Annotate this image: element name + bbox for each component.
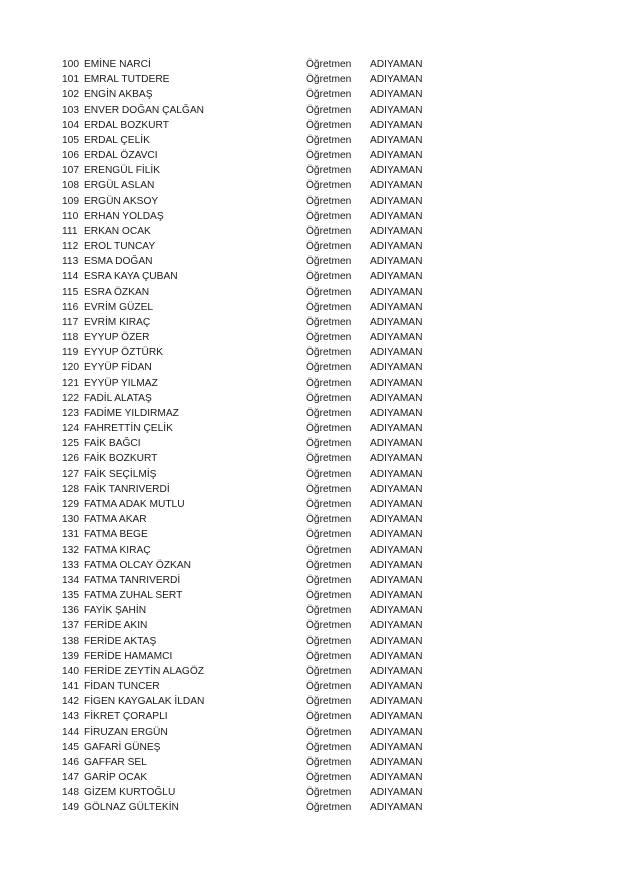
person-name: GARİP OCAK [84, 772, 148, 784]
role-label: Öğretmen [306, 514, 352, 526]
city-label: ADIYAMAN [370, 195, 423, 207]
city-label: ADIYAMAN [370, 150, 423, 162]
list-item [62, 497, 442, 512]
list-item [62, 330, 442, 345]
list-item [62, 376, 442, 391]
row-number: 145 [62, 741, 79, 753]
role-label: Öğretmen [306, 650, 352, 662]
row-number: 117 [62, 316, 79, 328]
city-label: ADIYAMAN [370, 741, 423, 753]
person-name: FERİDE AKIN [84, 620, 148, 632]
role-label: Öğretmen [306, 681, 352, 693]
city-label: ADIYAMAN [370, 681, 423, 693]
role-label: Öğretmen [306, 165, 352, 177]
list-item [62, 482, 442, 497]
city-label: ADIYAMAN [370, 362, 423, 374]
row-number: 137 [62, 620, 79, 632]
city-label: ADIYAMAN [370, 59, 423, 70]
city-label: ADIYAMAN [370, 529, 423, 541]
city-label: ADIYAMAN [370, 438, 423, 450]
list-item [62, 57, 442, 72]
person-name: EYYÜP YILMAZ [84, 377, 158, 389]
city-label: ADIYAMAN [370, 635, 423, 647]
list-item [62, 421, 442, 436]
city-label: ADIYAMAN [370, 301, 423, 313]
role-label: Öğretmen [306, 665, 352, 677]
role-label: Öğretmen [306, 347, 352, 359]
row-number: 132 [62, 544, 79, 556]
list-item [62, 209, 442, 224]
city-label: ADIYAMAN [370, 756, 423, 768]
role-label: Öğretmen [306, 756, 352, 768]
city-label: ADIYAMAN [370, 423, 423, 435]
person-name: ERDAL ÇELİK [84, 134, 150, 146]
person-name: FATMA KIRAÇ [84, 544, 151, 556]
person-name: ESRA ÖZKAN [84, 286, 150, 298]
row-number: 124 [62, 423, 79, 435]
role-label: Öğretmen [306, 438, 352, 450]
row-number: 141 [62, 681, 79, 693]
row-number: 146 [62, 756, 79, 768]
person-name: EYYÜP FİDAN [84, 362, 152, 374]
list-item [62, 360, 442, 375]
person-name: FİRUZAN ERGÜN [84, 726, 168, 738]
row-number: 112 [62, 241, 79, 253]
person-name: FAİK SEÇİLMİŞ [84, 468, 157, 480]
role-label: Öğretmen [306, 332, 352, 344]
row-number: 103 [62, 104, 79, 116]
row-number: 109 [62, 195, 79, 207]
list-item [62, 573, 442, 588]
list-item [62, 664, 442, 679]
list-item [62, 679, 442, 694]
person-name: ERKAN OCAK [84, 225, 151, 237]
row-number: 110 [62, 210, 79, 222]
person-name: FİGEN KAYGALAK İLDAN [84, 696, 205, 708]
list-item [62, 391, 442, 406]
city-label: ADIYAMAN [370, 210, 423, 222]
row-number: 148 [62, 787, 79, 799]
person-name: FAİK TANRIVERDİ [84, 483, 170, 495]
role-label: Öğretmen [306, 89, 352, 101]
city-label: ADIYAMAN [370, 271, 423, 283]
list-item [62, 194, 442, 209]
city-label: ADIYAMAN [370, 316, 423, 328]
role-label: Öğretmen [306, 620, 352, 632]
role-label: Öğretmen [306, 150, 352, 162]
list-item [62, 543, 442, 558]
city-label: ADIYAMAN [370, 392, 423, 404]
role-label: Öğretmen [306, 362, 352, 374]
row-number: 130 [62, 514, 79, 526]
city-label: ADIYAMAN [370, 453, 423, 465]
list-item [62, 451, 442, 466]
list-item [62, 709, 442, 724]
list-item [62, 618, 442, 633]
city-label: ADIYAMAN [370, 787, 423, 799]
list-item [62, 300, 442, 315]
row-number: 119 [62, 347, 79, 359]
city-label: ADIYAMAN [370, 802, 423, 814]
city-label: ADIYAMAN [370, 696, 423, 708]
role-label: Öğretmen [306, 696, 352, 708]
person-name: GÖLNAZ GÜLTEKİN [84, 802, 179, 814]
row-number: 139 [62, 650, 79, 662]
list-item [62, 725, 442, 740]
list-item [62, 770, 442, 785]
person-name: EYYUP ÖZTÜRK [84, 347, 164, 359]
city-label: ADIYAMAN [370, 377, 423, 389]
role-label: Öğretmen [306, 59, 352, 70]
city-label: ADIYAMAN [370, 165, 423, 177]
role-label: Öğretmen [306, 468, 352, 480]
role-label: Öğretmen [306, 741, 352, 753]
role-label: Öğretmen [306, 574, 352, 586]
person-name: FAİK BAĞCI [84, 438, 141, 450]
role-label: Öğretmen [306, 74, 352, 86]
person-name: EVRİM KIRAÇ [84, 316, 151, 328]
person-name: EYYUP ÖZER [84, 332, 150, 344]
list-item [62, 740, 442, 755]
row-number: 106 [62, 150, 79, 162]
person-name: FAİK BOZKURT [84, 453, 158, 465]
row-number: 101 [62, 74, 79, 86]
list-item [62, 103, 442, 118]
list-item [62, 345, 442, 360]
city-label: ADIYAMAN [370, 180, 423, 192]
city-label: ADIYAMAN [370, 726, 423, 738]
person-name: ESRA KAYA ÇUBAN [84, 271, 178, 283]
role-label: Öğretmen [306, 377, 352, 389]
list-item [62, 118, 442, 133]
list-item [62, 512, 442, 527]
role-label: Öğretmen [306, 726, 352, 738]
city-label: ADIYAMAN [370, 241, 423, 253]
list-item [62, 406, 442, 421]
row-number: 134 [62, 574, 79, 586]
row-number: 108 [62, 180, 79, 192]
list-item [62, 315, 442, 330]
list-item [62, 694, 442, 709]
role-label: Öğretmen [306, 392, 352, 404]
name-list [62, 57, 442, 816]
city-label: ADIYAMAN [370, 514, 423, 526]
list-item [62, 163, 442, 178]
row-number: 111 [62, 225, 78, 237]
person-name: FATMA OLCAY ÖZKAN [84, 559, 191, 571]
row-number: 133 [62, 559, 79, 571]
person-name: FATMA TANRIVERDİ [84, 574, 181, 586]
role-label: Öğretmen [306, 286, 352, 298]
city-label: ADIYAMAN [370, 225, 423, 237]
person-name: FİKRET ÇORAPLI [84, 711, 168, 723]
row-number: 116 [62, 301, 79, 313]
role-label: Öğretmen [306, 529, 352, 541]
person-name: FADİME YILDIRMAZ [84, 407, 179, 419]
city-label: ADIYAMAN [370, 711, 423, 723]
role-label: Öğretmen [306, 711, 352, 723]
role-label: Öğretmen [306, 635, 352, 647]
list-item [62, 224, 442, 239]
city-label: ADIYAMAN [370, 574, 423, 586]
row-number: 118 [62, 332, 79, 344]
city-label: ADIYAMAN [370, 89, 423, 101]
list-item [62, 800, 442, 815]
role-label: Öğretmen [306, 316, 352, 328]
list-item [62, 285, 442, 300]
role-label: Öğretmen [306, 787, 352, 799]
city-label: ADIYAMAN [370, 119, 423, 131]
role-label: Öğretmen [306, 225, 352, 237]
row-number: 107 [62, 165, 79, 177]
person-name: ERGÜL ASLAN [84, 180, 155, 192]
role-label: Öğretmen [306, 605, 352, 617]
list-item [62, 239, 442, 254]
city-label: ADIYAMAN [370, 332, 423, 344]
row-number: 122 [62, 392, 79, 404]
list-item [62, 527, 442, 542]
list-item [62, 634, 442, 649]
list-item [62, 755, 442, 770]
role-label: Öğretmen [306, 772, 352, 784]
city-label: ADIYAMAN [370, 407, 423, 419]
city-label: ADIYAMAN [370, 347, 423, 359]
city-label: ADIYAMAN [370, 544, 423, 556]
row-number: 123 [62, 407, 79, 419]
person-name: FATMA ZUHAL SERT [84, 590, 183, 602]
role-label: Öğretmen [306, 271, 352, 283]
person-name: GAFFAR SEL [84, 756, 147, 768]
list-item [62, 785, 442, 800]
city-label: ADIYAMAN [370, 605, 423, 617]
city-label: ADIYAMAN [370, 134, 423, 146]
row-number: 114 [62, 271, 79, 283]
list-item [62, 133, 442, 148]
role-label: Öğretmen [306, 407, 352, 419]
row-number: 149 [62, 802, 79, 814]
list-item [62, 603, 442, 618]
row-number: 138 [62, 635, 79, 647]
role-label: Öğretmen [306, 802, 352, 814]
role-label: Öğretmen [306, 301, 352, 313]
row-number: 104 [62, 119, 79, 131]
list-item [62, 254, 442, 269]
row-number: 144 [62, 726, 79, 738]
person-name: EROL TUNCAY [84, 241, 156, 253]
list-item [62, 436, 442, 451]
person-name: EVRİM GÜZEL [84, 301, 154, 313]
list-item [62, 588, 442, 603]
list-item [62, 72, 442, 87]
person-name: FAHRETTİN ÇELİK [84, 423, 173, 435]
row-number: 129 [62, 498, 79, 510]
person-name: FİDAN TUNCER [84, 681, 160, 693]
row-number: 140 [62, 665, 79, 677]
city-label: ADIYAMAN [370, 620, 423, 632]
row-number: 105 [62, 134, 79, 146]
role-label: Öğretmen [306, 180, 352, 192]
list-item [62, 269, 442, 284]
role-label: Öğretmen [306, 241, 352, 253]
person-name: ERHAN YOLDAŞ [84, 210, 164, 222]
person-name: ERDAL BOZKURT [84, 119, 169, 131]
role-label: Öğretmen [306, 453, 352, 465]
role-label: Öğretmen [306, 544, 352, 556]
role-label: Öğretmen [306, 590, 352, 602]
city-label: ADIYAMAN [370, 286, 423, 298]
role-label: Öğretmen [306, 559, 352, 571]
row-number: 121 [62, 377, 79, 389]
person-name: FADİL ALATAŞ [84, 392, 152, 404]
person-name: EMİNE NARCİ [84, 59, 151, 70]
row-number: 136 [62, 605, 79, 617]
row-number: 113 [62, 256, 79, 268]
city-label: ADIYAMAN [370, 498, 423, 510]
person-name: FERİDE HAMAMCI [84, 650, 173, 662]
person-name: FATMA AKAR [84, 514, 147, 526]
city-label: ADIYAMAN [370, 772, 423, 784]
city-label: ADIYAMAN [370, 650, 423, 662]
row-number: 142 [62, 696, 79, 708]
row-number: 100 [62, 59, 79, 70]
city-label: ADIYAMAN [370, 468, 423, 480]
row-number: 102 [62, 89, 79, 101]
row-number: 147 [62, 772, 79, 784]
role-label: Öğretmen [306, 119, 352, 131]
city-label: ADIYAMAN [370, 590, 423, 602]
person-name: ENVER DOĞAN ÇALĞAN [84, 104, 205, 116]
person-name: FATMA BEGE [84, 529, 148, 541]
role-label: Öğretmen [306, 195, 352, 207]
row-number: 120 [62, 362, 79, 374]
row-number: 127 [62, 468, 79, 480]
list-item [62, 649, 442, 664]
row-number: 135 [62, 590, 79, 602]
city-label: ADIYAMAN [370, 559, 423, 571]
role-label: Öğretmen [306, 423, 352, 435]
person-name: GİZEM KURTOĞLU [84, 787, 176, 799]
role-label: Öğretmen [306, 134, 352, 146]
role-label: Öğretmen [306, 256, 352, 268]
city-label: ADIYAMAN [370, 74, 423, 86]
role-label: Öğretmen [306, 210, 352, 222]
list-item [62, 178, 442, 193]
row-number: 131 [62, 529, 79, 541]
city-label: ADIYAMAN [370, 104, 423, 116]
list-item [62, 558, 442, 573]
city-label: ADIYAMAN [370, 665, 423, 677]
person-name: ESMA DOĞAN [84, 256, 153, 268]
person-name: ERGÜN AKSOY [84, 195, 159, 207]
person-name: FERİDE ZEYTİN ALAGÖZ [84, 665, 205, 677]
person-name: ERENGÜL FİLİK [84, 165, 161, 177]
row-number: 125 [62, 438, 79, 450]
row-number: 115 [62, 286, 79, 298]
person-name: ENGİN AKBAŞ [84, 89, 153, 101]
city-label: ADIYAMAN [370, 483, 423, 495]
row-number: 143 [62, 711, 79, 723]
list-item [62, 87, 442, 102]
role-label: Öğretmen [306, 483, 352, 495]
person-name: FATMA ADAK MUTLU [84, 498, 185, 510]
role-label: Öğretmen [306, 498, 352, 510]
person-name: FAYİK ŞAHİN [84, 605, 147, 617]
person-name: EMRAL TUTDERE [84, 74, 170, 86]
list-item [62, 148, 442, 163]
row-number: 126 [62, 453, 79, 465]
person-name: GAFARİ GÜNEŞ [84, 741, 161, 753]
list-item [62, 467, 442, 482]
person-name: ERDAL ÖZAVCI [84, 150, 158, 162]
person-name: FERİDE AKTAŞ [84, 635, 157, 647]
role-label: Öğretmen [306, 104, 352, 116]
city-label: ADIYAMAN [370, 256, 423, 268]
row-number: 128 [62, 483, 79, 495]
